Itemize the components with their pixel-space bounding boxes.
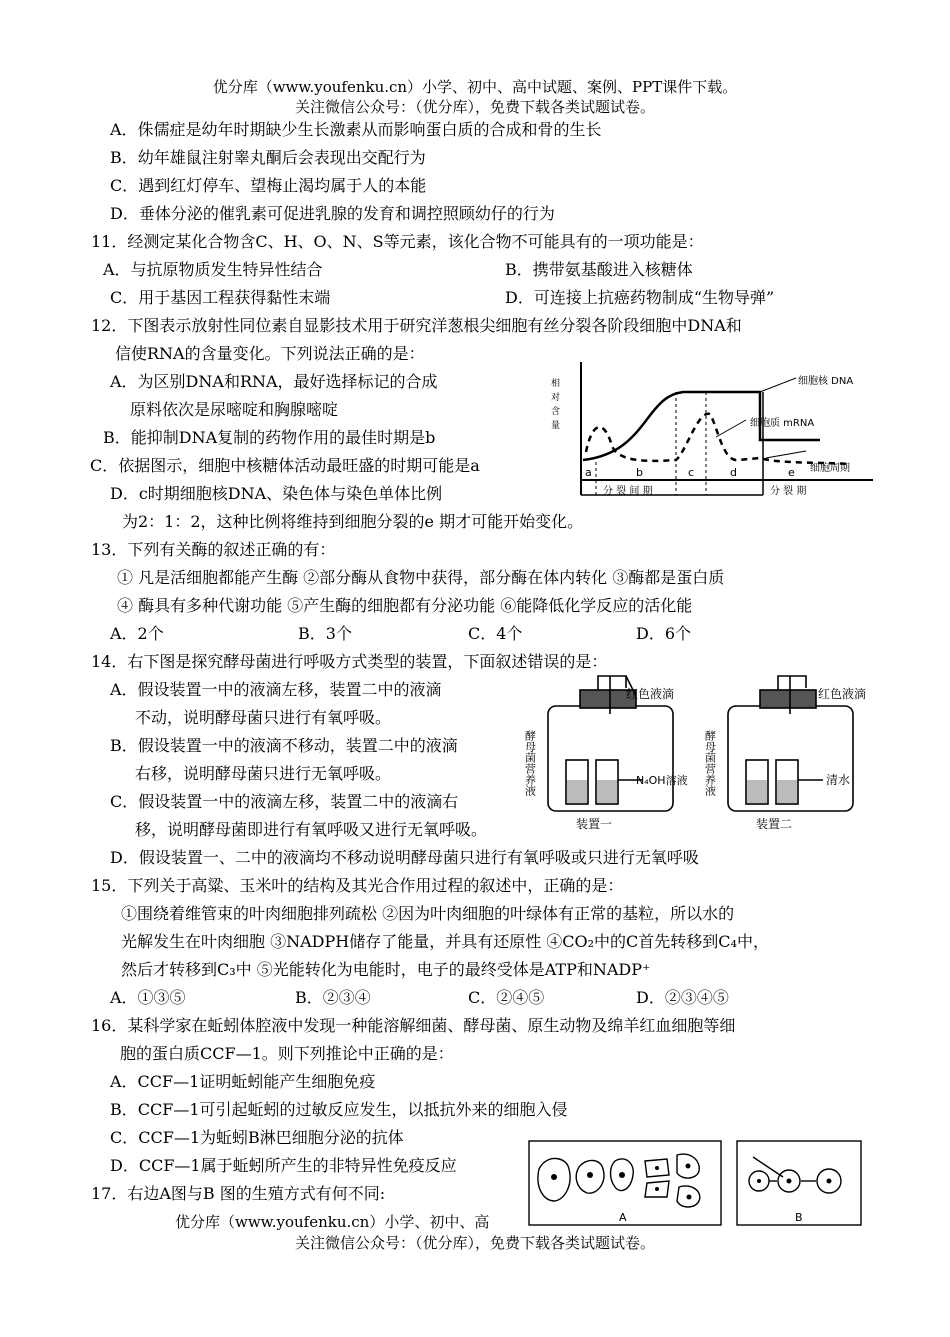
q11-stem: 11．经测定某化合物含C、H、O、N、S等元素，该化合物不可能具有的一项功能是： [91,232,704,251]
q15-items-line-3: 然后才转移到C₃中 ⑤光能转化为电能时，电子的最终受体是ATP和NADP⁺ [121,960,651,979]
q14-option-d: D．假设装置一、二中的液滴均不移动说明酵母菌只进行有氧呼吸或只进行无氧呼吸 [110,848,699,867]
chart-ylabel-1: 相 [551,379,561,389]
q10-option-d: D．垂体分泌的催乳素可促进乳腺的发育和调控照顾幼仔的行为 [110,204,555,223]
q13-option-b: B．3个 [298,624,352,643]
q12-option-d-line-2: 为2：1：2，这种比例将维持到细胞分裂的e 期才可能开始变化。 [122,512,584,531]
q11-option-d: D．可连接上抗癌药物制成“生物导弹” [505,288,775,307]
q12-option-c: C．依据图示，细胞中核糖体活动最旺盛的时期可能是a [90,456,480,475]
q16-option-a: A．CCF—1证明蚯蚓能产生细胞免疫 [110,1072,376,1091]
q12-stem-line-1: 12．下图表示放射性同位素自显影技术用于研究洋葱根尖细胞有丝分裂各阶段细胞中DNA和 [91,316,742,335]
header-line-2: 关注微信公众号：（优分库），免费下载各类试题试卷。 [294,98,655,116]
q13-stem: 13．下列有关酶的叙述正确的有： [91,540,336,559]
phase-d: d [730,466,737,479]
label-nuclear-dna: 细胞核 DNA [798,376,854,387]
footer-line-2: 关注微信公众号：（优分库），免费下载各类试题试卷。 [294,1234,655,1252]
q14-stem: 14．右下图是探究酵母菌进行呼吸方式类型的装置，下面叙述错误的是： [91,652,608,671]
q11-option-a: A．与抗原物质发生特异性结合 [103,260,323,279]
label-red-drop-2: 红色液滴 [818,687,867,701]
label-device-2: 装置二 [756,817,793,831]
chart-ylabel-3: 含 [551,407,561,417]
phase-c: c [688,466,695,479]
q12-option-b: B．能抑制DNA复制的药物作用的最佳时期是b [103,428,436,447]
q14-option-c-line-1: C．假设装置一中的液滴左移，装置二中的液滴右 [110,792,459,811]
header-line-1: 优分库（www.youfenku.cn）小学、初中、高中试题、案例、PPT课件下载。 [212,78,738,96]
q13-items-line-2: ④ 酶具有多种代谢功能 ⑤产生酶的细胞都有分泌功能 ⑥能降低化学反应的活化能 [117,596,693,615]
label-mitosis: 分 裂 期 [770,486,807,497]
q10-option-b: B．幼年雄鼠注射睾丸酮后会表现出交配行为 [110,148,426,167]
phase-a: a [585,466,592,479]
q15-option-c: C．②④⑤ [468,988,545,1007]
phase-e: e [788,466,795,479]
q14-option-b-line-2: 右移，说明酵母菌只进行无氧呼吸。 [135,764,392,783]
q13-option-a: A．2个 [110,624,164,643]
q15-option-a: A．①③⑤ [110,988,186,1007]
q15-stem: 15．下列关于高粱、玉米叶的结构及其光合作用过程的叙述中，正确的是： [91,876,624,895]
label-device-1: 装置一 [576,817,613,831]
label-yeast-1: 酵母菌营养液 [523,730,537,796]
q14-option-a-line-2: 不动，说明酵母菌只进行有氧呼吸。 [135,708,392,727]
q16-option-c: C．CCF—1为蚯蚓B淋巴细胞分泌的抗体 [110,1128,404,1147]
q12-stem-line-2: 信使RNA的含量变化。下列说法正确的是： [115,344,425,363]
q16-stem-line-2: 胞的蛋白质CCF—1。则下列推论中正确的是： [120,1044,454,1063]
label-red-drop-1: 红色液滴 [626,687,675,701]
label-interphase: 分 裂 间 期 [603,486,653,497]
q14-option-b-line-1: B．假设装置一中的液滴不移动，装置二中的液滴 [110,736,458,755]
yeast-respiration-figure [518,668,882,833]
dna-mrna-figure [548,352,878,504]
chart-ylabel-4: 量 [551,421,561,431]
q15-option-b: B．②③④ [295,988,371,1007]
q15-option-d: D．②③④⑤ [636,988,729,1007]
q15-items-line-1: ①围绕着维管束的叶肉细胞排列疏松 ②因为叶肉细胞的叶绿体有正常的基粒，所以水的 [121,904,735,923]
footer-line-1: 优分库（www.youfenku.cn）小学、初中、高 [175,1213,490,1231]
q16-option-b: B．CCF—1可引起蚯蚓的过敏反应发生，以抵抗外来的细胞入侵 [110,1100,568,1119]
q12-option-a-line-1: A．为区别DNA和RNA，最好选择标记的合成 [110,372,438,391]
q16-stem-line-1: 16．某科学家在蚯蚓体腔液中发现一种能溶解细菌、酵母菌、原生动物及绵羊红血细胞等细 [91,1016,736,1035]
label-cytoplasm-mrna: 细胞质 mRNA [750,418,815,429]
q15-items-line-2: 光解发生在叶肉细胞 ③NADPH储存了能量，并具有还原性 ④CO₂中的C首先转移到C₄中， [121,932,769,951]
q12-option-a-line-2: 原料依次是尿嘧啶和胸腺嘧啶 [130,400,339,419]
fig-label-a: A [619,1211,627,1224]
q14-option-c-line-2: 移，说明酵母菌即进行有氧呼吸又进行无氧呼吸。 [135,820,488,839]
q17-stem: 17．右边A图与B 图的生殖方式有何不同: [91,1184,386,1203]
q11-option-b: B．携带氨基酸进入核糖体 [505,260,693,279]
q10-option-a: A．侏儒症是幼年时期缺少生长激素从而影响蛋白质的合成和骨的生长 [110,120,602,139]
label-cell-cycle: 细胞周期 [810,463,850,474]
label-yeast-2: 酵母菌营养液 [703,730,717,796]
fig-label-b: B [795,1211,803,1224]
q16-option-d: D．CCF—1属于蚯蚓所产生的非特异性免疫反应 [110,1156,457,1175]
q12-option-d-line-1: D．c时期细胞核DNA、染色体与染色单体比例 [110,484,443,503]
q13-option-d: D．6个 [636,624,692,643]
q14-option-a-line-1: A．假设装置一中的液滴左移，装置二中的液滴 [110,680,442,699]
q11-option-c: C．用于基因工程获得黏性末端 [110,288,331,307]
q10-option-c: C．遇到红灯停车、望梅止渴均属于人的本能 [110,176,427,195]
reproduction-figure [527,1139,863,1227]
phase-b: b [636,466,643,479]
label-water: 清水 [826,773,851,787]
label-naoh: N₄OH溶液 [636,774,688,787]
q13-option-c: C．4个 [468,624,523,643]
q13-items-line-1: ① 凡是活细胞都能产生酶 ②部分酶从食物中获得，部分酶在体内转化 ③酶都是蛋白质 [117,568,725,587]
chart-ylabel-2: 对 [551,393,561,403]
